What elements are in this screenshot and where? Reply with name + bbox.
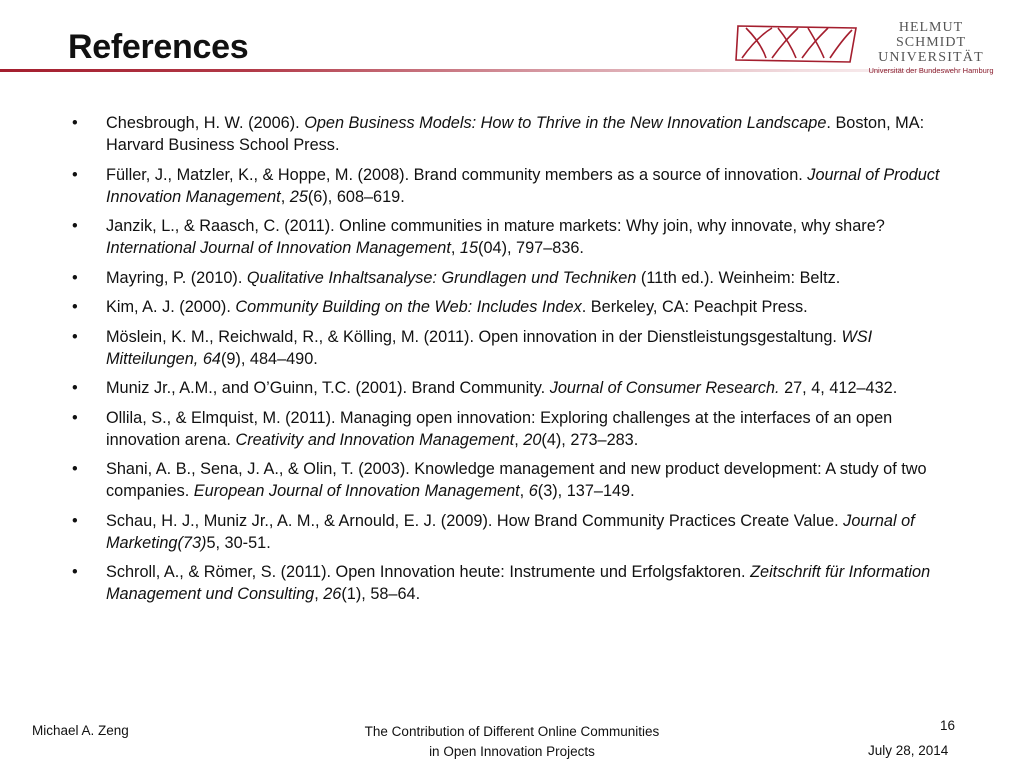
slide-title: References xyxy=(68,28,249,66)
reference-text: Chesbrough, H. W. (2006). xyxy=(106,114,305,132)
bullet-icon: • xyxy=(72,114,78,132)
reference-text: (1), 58–64. xyxy=(341,585,421,603)
reference-text: 5, 30-51. xyxy=(206,533,271,552)
reference-text: Füller, J., Matzler, K., & Hoppe, M. (2008). Brand community members as a source of innovation. xyxy=(106,165,808,184)
footer-date: July 28, 2014 xyxy=(868,743,949,758)
reference-text: (9), 484–490. xyxy=(220,349,318,368)
reference-italic-text: Journal of Product Innovation Management xyxy=(106,165,940,206)
reference-text: , xyxy=(314,585,324,603)
reference-item xyxy=(70,267,960,289)
footer-title-line-1: The Contribution of Different Online Communities xyxy=(364,724,660,739)
footer-author: Michael A. Zeng xyxy=(32,723,129,738)
reference-italic-text: Community Building on the Web: Includes Index xyxy=(235,298,582,316)
reference-italic-text: WSI Mitteilungen, 64 xyxy=(106,327,873,368)
reference-italic-text: Journal of Consumer Research. xyxy=(549,379,780,397)
reference-italic-text: Journal of Marketing(73) xyxy=(106,511,915,552)
reference-italic-text: European Journal of Innovation Management xyxy=(193,482,520,500)
reference-text: . Berkeley, CA: Peachpit Press. xyxy=(581,298,808,316)
reference-item xyxy=(70,112,960,156)
reference-text: Schau, H. J., Muniz Jr., A. M., & Arnould, E. J. (2009). How Brand Community Practices Create Value. xyxy=(106,511,844,530)
bullet-icon: • xyxy=(72,298,78,316)
reference-item xyxy=(70,326,960,370)
reference-item xyxy=(70,164,960,208)
reference-text: (11th ed.). Weinheim: Beltz. xyxy=(636,268,841,287)
footer-presentation-title xyxy=(312,722,712,762)
reference-text: Janzik, L., & Raasch, C. (2011). Online communities in mature markets: Why join, why innovate, why share? xyxy=(106,217,885,235)
reference-text: (6), 608–619. xyxy=(307,187,405,206)
reference-text: , xyxy=(280,187,290,206)
bullet-icon: • xyxy=(72,460,78,478)
reference-italic-text: Zeitschrift für Information Management und Consulting xyxy=(106,563,931,603)
reference-text: Shani, A. B., Sena, J. A., & Olin, T. (2003). Knowledge management and new product development: A study of two companies. xyxy=(106,460,927,500)
reference-text: , xyxy=(450,239,460,257)
reference-text: Schroll, A., & Römer, S. (2011). Open Innovation heute: Instrumente und Erfolgsfaktoren. xyxy=(106,563,751,581)
logo-line-1: HELMUT SCHMIDT xyxy=(895,20,966,50)
reference-list xyxy=(70,112,960,613)
reference-item xyxy=(70,215,960,259)
reference-text: (04), 797–836. xyxy=(478,239,584,257)
reference-italic-text: 20 xyxy=(523,430,542,449)
reference-text: Ollila, S., & Elmquist, M. (2011). Managing open innovation: Exploring challenges at the interfaces of an open innovation arena. xyxy=(106,408,893,449)
bullet-icon: • xyxy=(72,268,78,287)
reference-text: Möslein, K. M., Reichwald, R., & Kölling, M. (2011). Open innovation in der Dienstleistungsgestaltung. xyxy=(106,327,842,346)
reference-text: . Boston, MA: Harvard Business School Press. xyxy=(106,114,925,154)
reference-item xyxy=(70,407,960,451)
reference-italic-text: 26 xyxy=(323,585,342,603)
reference-italic-text: 25 xyxy=(289,187,308,206)
reference-item xyxy=(70,561,960,605)
reference-text: Kim, A. J. (2000). xyxy=(106,298,236,316)
bullet-icon: • xyxy=(72,563,78,581)
reference-text: (4), 273–283. xyxy=(541,430,639,449)
reference-item xyxy=(70,458,960,502)
logo-line-2: UNIVERSITÄT xyxy=(878,50,984,65)
reference-item xyxy=(70,377,960,399)
bullet-icon: • xyxy=(72,217,78,235)
reference-text: Muniz Jr., A.M., and O’Guinn, T.C. (2001). Brand Community. xyxy=(106,379,550,397)
reference-text: 27, 4, 412–432. xyxy=(779,379,898,397)
bullet-icon: • xyxy=(72,327,78,346)
reference-text: (3), 137–149. xyxy=(537,482,635,500)
reference-italic-text: Open Business Models: How to Thrive in the New Innovation Landscape xyxy=(304,114,827,132)
reference-italic-text: Creativity and Innovation Management xyxy=(235,430,515,449)
reference-italic-text: International Journal of Innovation Management xyxy=(106,239,451,257)
bullet-icon: • xyxy=(72,379,78,397)
bullet-icon: • xyxy=(72,511,78,530)
reference-italic-text: 15 xyxy=(459,239,479,257)
reference-item xyxy=(70,296,960,318)
bullet-icon: • xyxy=(72,408,78,427)
reference-text: , xyxy=(514,430,524,449)
logo-line-3: Universität der Bundeswehr Hamburg xyxy=(868,66,994,75)
reference-italic-text: 6 xyxy=(528,482,538,500)
footer-title-line-2: in Open Innovation Projects xyxy=(429,744,595,759)
reference-item xyxy=(70,510,960,554)
page-number: 16 xyxy=(940,718,956,733)
reference-text: Mayring, P. (2010). xyxy=(106,268,247,287)
reference-italic-text: Qualitative Inhaltsanalyse: Grundlagen und Techniken xyxy=(246,268,637,287)
bullet-icon: • xyxy=(72,165,78,184)
reference-text: , xyxy=(519,482,529,500)
logo-wordmark xyxy=(866,20,996,77)
